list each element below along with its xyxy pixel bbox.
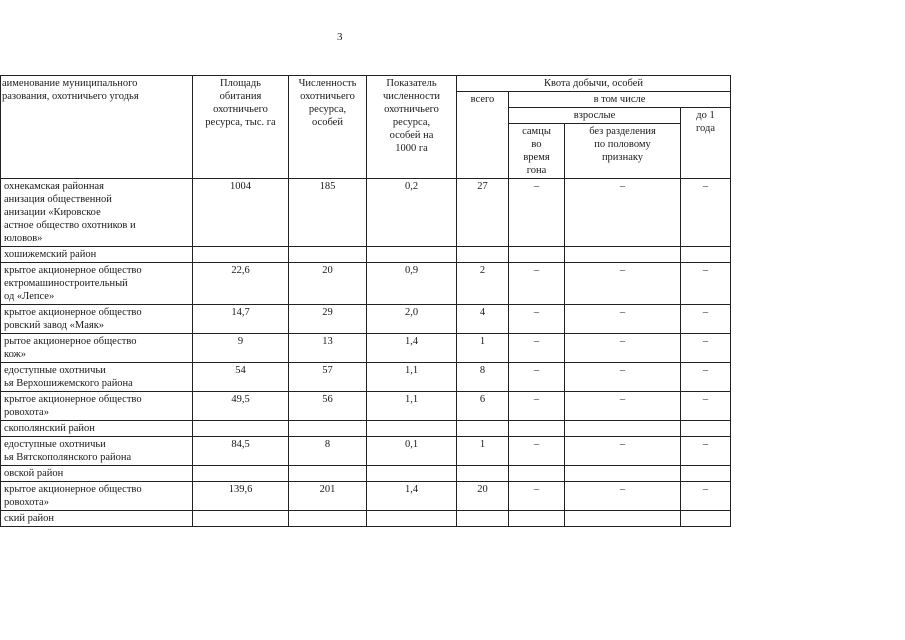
- area-cell: 54: [193, 363, 289, 392]
- name-cell: крытое акционерное общество ровохота»: [1, 392, 193, 421]
- district-name: хошижемский район: [1, 247, 193, 263]
- name-cell: охнекамская районная анизация общественной анизации «Кировское астное общество охотников и юловов»: [1, 179, 193, 247]
- empty-cell: [193, 421, 289, 437]
- area-cell: 22,6: [193, 263, 289, 305]
- header-including: в том числе: [509, 92, 731, 108]
- count-cell: 201: [289, 482, 367, 511]
- young-cell: –: [681, 305, 731, 334]
- empty-cell: [193, 511, 289, 527]
- name-cell: рытое акционерное общество кож»: [1, 334, 193, 363]
- area-cell: 139,6: [193, 482, 289, 511]
- header-area: Площадь обитания охотничьего ресурса, тыс. га: [193, 76, 289, 179]
- table-row: [1, 363, 731, 392]
- header-young: до 1 года: [681, 108, 731, 179]
- young-cell: –: [681, 482, 731, 511]
- table-row: [1, 334, 731, 363]
- empty-cell: [681, 466, 731, 482]
- district-name: ский район: [1, 511, 193, 527]
- no-sex-cell: –: [565, 363, 681, 392]
- table-row: [1, 263, 731, 305]
- name-cell: крытое акционерное общество ектромашиностроительный од «Лепсе»: [1, 263, 193, 305]
- district-row: [1, 511, 731, 527]
- header-males: самцы во время гона: [509, 124, 565, 179]
- empty-cell: [457, 247, 509, 263]
- young-cell: –: [681, 263, 731, 305]
- table-body: [1, 179, 731, 527]
- header-name: аименование муниципального разования, охотничьего угодья: [1, 76, 193, 179]
- empty-cell: [367, 466, 457, 482]
- index-cell: 1,1: [367, 392, 457, 421]
- empty-cell: [681, 511, 731, 527]
- no-sex-cell: –: [565, 437, 681, 466]
- total-cell: 2: [457, 263, 509, 305]
- table-row: [1, 305, 731, 334]
- empty-cell: [565, 247, 681, 263]
- name-cell: едоступные охотничьи ья Верхошижемского района: [1, 363, 193, 392]
- males-cell: –: [509, 305, 565, 334]
- empty-cell: [509, 247, 565, 263]
- empty-cell: [681, 421, 731, 437]
- index-cell: 1,4: [367, 334, 457, 363]
- count-cell: 20: [289, 263, 367, 305]
- count-cell: 185: [289, 179, 367, 247]
- total-cell: 20: [457, 482, 509, 511]
- empty-cell: [457, 511, 509, 527]
- district-name: скополянский район: [1, 421, 193, 437]
- district-name: овской район: [1, 466, 193, 482]
- index-cell: 1,1: [367, 363, 457, 392]
- empty-cell: [367, 247, 457, 263]
- males-cell: –: [509, 482, 565, 511]
- empty-cell: [565, 466, 681, 482]
- area-cell: 14,7: [193, 305, 289, 334]
- empty-cell: [289, 247, 367, 263]
- males-cell: –: [509, 334, 565, 363]
- area-cell: 49,5: [193, 392, 289, 421]
- empty-cell: [681, 247, 731, 263]
- district-row: [1, 421, 731, 437]
- empty-cell: [509, 511, 565, 527]
- total-cell: 1: [457, 334, 509, 363]
- no-sex-cell: –: [565, 305, 681, 334]
- quota-table: [0, 75, 731, 527]
- no-sex-cell: –: [565, 263, 681, 305]
- name-cell: крытое акционерное общество ровохота»: [1, 482, 193, 511]
- no-sex-cell: –: [565, 179, 681, 247]
- header-count: Численность охотничьего ресурса, особей: [289, 76, 367, 179]
- males-cell: –: [509, 392, 565, 421]
- males-cell: –: [509, 179, 565, 247]
- header-adults: взрослые: [509, 108, 681, 124]
- count-cell: 29: [289, 305, 367, 334]
- no-sex-cell: –: [565, 334, 681, 363]
- header-no-sex: без разделения по половому признаку: [565, 124, 681, 179]
- total-cell: 4: [457, 305, 509, 334]
- empty-cell: [289, 466, 367, 482]
- young-cell: –: [681, 179, 731, 247]
- empty-cell: [509, 421, 565, 437]
- young-cell: –: [681, 334, 731, 363]
- name-cell: крытое акционерное общество ровский завод «Маяк»: [1, 305, 193, 334]
- area-cell: 84,5: [193, 437, 289, 466]
- males-cell: –: [509, 437, 565, 466]
- males-cell: –: [509, 263, 565, 305]
- header-quota: Квота добычи, особей: [457, 76, 731, 92]
- district-row: [1, 247, 731, 263]
- table-row: [1, 392, 731, 421]
- index-cell: 0,2: [367, 179, 457, 247]
- empty-cell: [457, 421, 509, 437]
- empty-cell: [367, 511, 457, 527]
- empty-cell: [193, 466, 289, 482]
- district-row: [1, 466, 731, 482]
- count-cell: 13: [289, 334, 367, 363]
- area-cell: 9: [193, 334, 289, 363]
- table-row: [1, 437, 731, 466]
- name-cell: едоступные охотничьи ья Вятскополянского района: [1, 437, 193, 466]
- young-cell: –: [681, 363, 731, 392]
- empty-cell: [457, 466, 509, 482]
- page-number: 3: [337, 31, 343, 43]
- index-cell: 0,9: [367, 263, 457, 305]
- header-index: Показатель численности охотничьего ресурса, особей на 1000 га: [367, 76, 457, 179]
- empty-cell: [509, 466, 565, 482]
- table-row: [1, 179, 731, 247]
- total-cell: 27: [457, 179, 509, 247]
- total-cell: 6: [457, 392, 509, 421]
- empty-cell: [565, 421, 681, 437]
- males-cell: –: [509, 363, 565, 392]
- index-cell: 2,0: [367, 305, 457, 334]
- empty-cell: [565, 511, 681, 527]
- empty-cell: [289, 511, 367, 527]
- area-cell: 1004: [193, 179, 289, 247]
- header-total: всего: [457, 92, 509, 179]
- young-cell: –: [681, 437, 731, 466]
- count-cell: 8: [289, 437, 367, 466]
- young-cell: –: [681, 392, 731, 421]
- index-cell: 0,1: [367, 437, 457, 466]
- empty-cell: [367, 421, 457, 437]
- index-cell: 1,4: [367, 482, 457, 511]
- total-cell: 8: [457, 363, 509, 392]
- count-cell: 57: [289, 363, 367, 392]
- count-cell: 56: [289, 392, 367, 421]
- no-sex-cell: –: [565, 482, 681, 511]
- empty-cell: [289, 421, 367, 437]
- empty-cell: [193, 247, 289, 263]
- total-cell: 1: [457, 437, 509, 466]
- table-row: [1, 482, 731, 511]
- no-sex-cell: –: [565, 392, 681, 421]
